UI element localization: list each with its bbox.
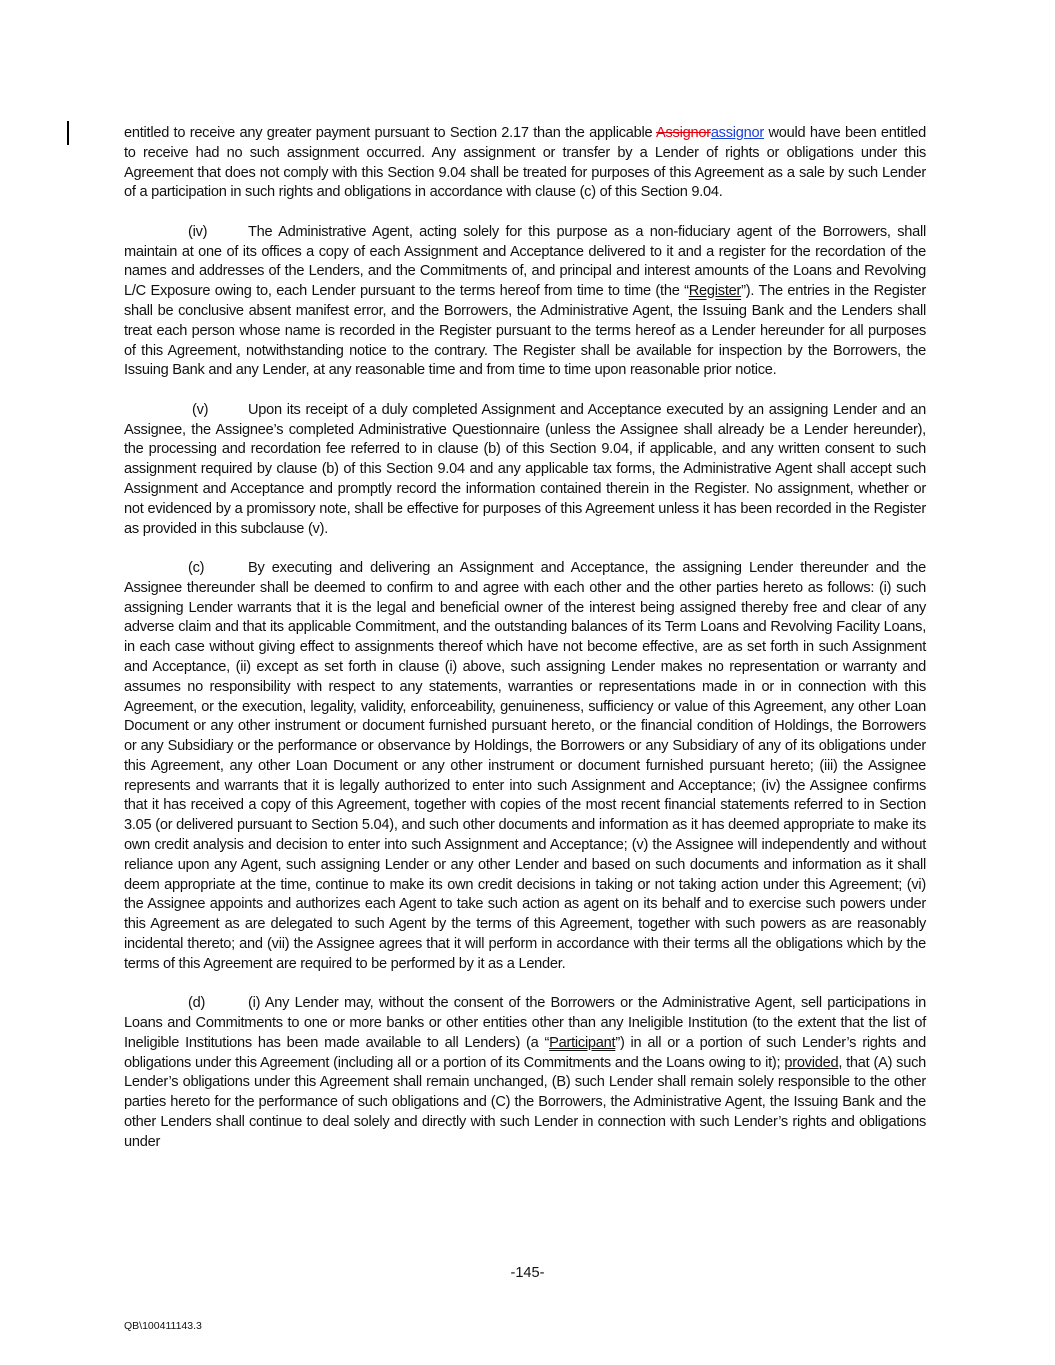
paragraph-label: (c) bbox=[188, 559, 205, 576]
paragraph-label: (iv) bbox=[188, 223, 208, 240]
document-id: QB\100411143.3 bbox=[124, 1320, 202, 1332]
page-number: -145- bbox=[510, 1265, 545, 1281]
paragraph-continuation: entitled to receive any greater payment pursuant to Section 2.17 than the applicable Assignorassignor would have been entitled to receive had no such assignment occurred. Any assignment or transfer by a Lender of rights or obligations under this Agreement that does not comply with this Section 9.04 shall be treated for purposes of this Agreement as a sale by such Lender of a participation in such rights and obligations in accordance with clause (c) of this Section 9.04. bbox=[124, 125, 926, 201]
deleted-text: Assignor bbox=[656, 125, 711, 141]
provided-term: provided bbox=[784, 1054, 839, 1071]
defined-term: Participant bbox=[549, 1034, 616, 1051]
defined-term: Register bbox=[688, 283, 742, 300]
inserted-text: assignor bbox=[710, 125, 764, 141]
paragraph-label: (d) bbox=[188, 995, 206, 1012]
paragraph-iv: (iv) The Administrative Agent, acting solely for this purpose as a non-fiduciary agent of the Borrowers, shall maintain at one of its offices a copy of each Assignment and Acceptance delivered to it and a register for the recordation of the names and addresses of the Lenders, and the Commitments of, and principal and interest amounts of the Loans and Revolving L/C Exposure owing to, each Lender pursuant to the terms hereof from time to time (the “Register”). The entries in the Register shall be conclusive absent manifest error, and the Borrowers, the Administrative Agent, the Issuing Bank and the Lenders shall treat each person whose name is recorded in the Register pursuant to the terms hereof as a Lender hereunder for all purposes of this Agreement, notwithstanding notice to the contrary. The Register shall be available for inspection by the Borrowers, the Issuing Bank and any Lender, at any reasonable time and from time to time upon reasonable prior notice. bbox=[124, 223, 926, 379]
revision-change-bar bbox=[67, 121, 69, 145]
body-text bbox=[124, 124, 926, 1172]
paragraph-label: (v) bbox=[192, 401, 209, 418]
paragraph-d: (d) (i) Any Lender may, without the consent of the Borrowers or the Administrative Agent, sell participations in Loans and Commitments to one or more banks or other entities other than any Ineligible Institution (to the extent that the list of Ineligible Institutions has been made available to all Lenders) (a “Participant”) in all or a portion of such Lender’s rights and obligations under this Agreement (including all or a portion of its Commitments and the Loans owing to it); provided, that (A) such Lender’s obligations under this Agreement shall remain unchanged, (B) such Lender shall remain solely responsible to the other parties hereto for the performance of such obligations and (C) the Borrowers, the Administrative Agent, the Issuing Bank and the other Lenders shall continue to deal solely and directly with such Lender in connection with such Lender’s rights and obligations under bbox=[124, 995, 927, 1150]
paragraph-c: (c) By executing and delivering an Assignment and Acceptance, the assigning Lender thereunder and the Assignee thereunder shall be deemed to confirm to and agree with each other and the other parties hereto as follows: (i) such assigning Lender warrants that it is the legal and beneficial owner of the interest being assigned thereby free and clear of any adverse claim and that its applicable Commitment, and the outstanding balances of its Term Loans and Revolving Facility Loans, in each case without giving effect to assignments thereof which have not become effective, are as set forth in such Assignment and Acceptance, (ii) except as set forth in clause (i) above, such assigning Lender makes no representation or warranty and assumes no responsibility with respect to any statements, warranties or representations made in or in connection with this Agreement, or the execution, legality, validity, enforceability, genuineness, sufficiency or value of this Agreement, any other Loan Document or any other instrument or document furnished pursuant hereto, or the financial condition of Holdings, the Borrowers or any Subsidiary or the performance or observance by Holdings, the Borrowers or any Subsidiary of any of its obligations under this Agreement, any other Loan Document or any other instrument or document furnished pursuant hereto; (iii) the Assignee represents and warrants that it is legally authorized to enter into such Assignment and Acceptance; (iv) the Assignee confirms that it has received a copy of this Agreement, together with copies of the most recent financial statements referred to in Section 3.05 (or delivered pursuant to Section 5.04), and such other documents and information as it has deemed appropriate to make its own credit analysis and decision to enter into such Assignment and Acceptance; (v) the Assignee will independently and without reliance upon any Agent, such assigning Lender or any other Lender and based on such documents and information as it shall deem appropriate at the time, continue to make its own credit decisions in taking or not taking action under this Agreement; (vi) the Assignee appoints and authorizes each Agent to take such action as agent on its behalf and to exercise such powers under this Agreement as are delegated to such Agent by the terms of this Agreement, together with such powers as are reasonably incidental thereto; and (vii) the Assignee agrees that it will perform in accordance with their terms all the obligations which by the terms of this Agreement are required to be performed by it as a Lender. bbox=[124, 559, 926, 972]
paragraph-v: (v) Upon its receipt of a duly completed Assignment and Acceptance executed by an assigning Lender and an Assignee, the Assignee’s completed Administrative Questionnaire (unless the Assignee shall already be a Lender hereunder), the processing and recordation fee referred to in clause (b) of this Section 9.04, if applicable, and any written consent to such assignment required by clause (b) of this Section 9.04 and any applicable tax forms, the Administrative Agent shall accept such Assignment and Acceptance and promptly record the information contained therein in the Register. No assignment, whether or not evidenced by a promissory note, shall be effective for purposes of this Agreement unless it has been recorded in the Register as provided in this subclause (v). bbox=[124, 401, 926, 537]
